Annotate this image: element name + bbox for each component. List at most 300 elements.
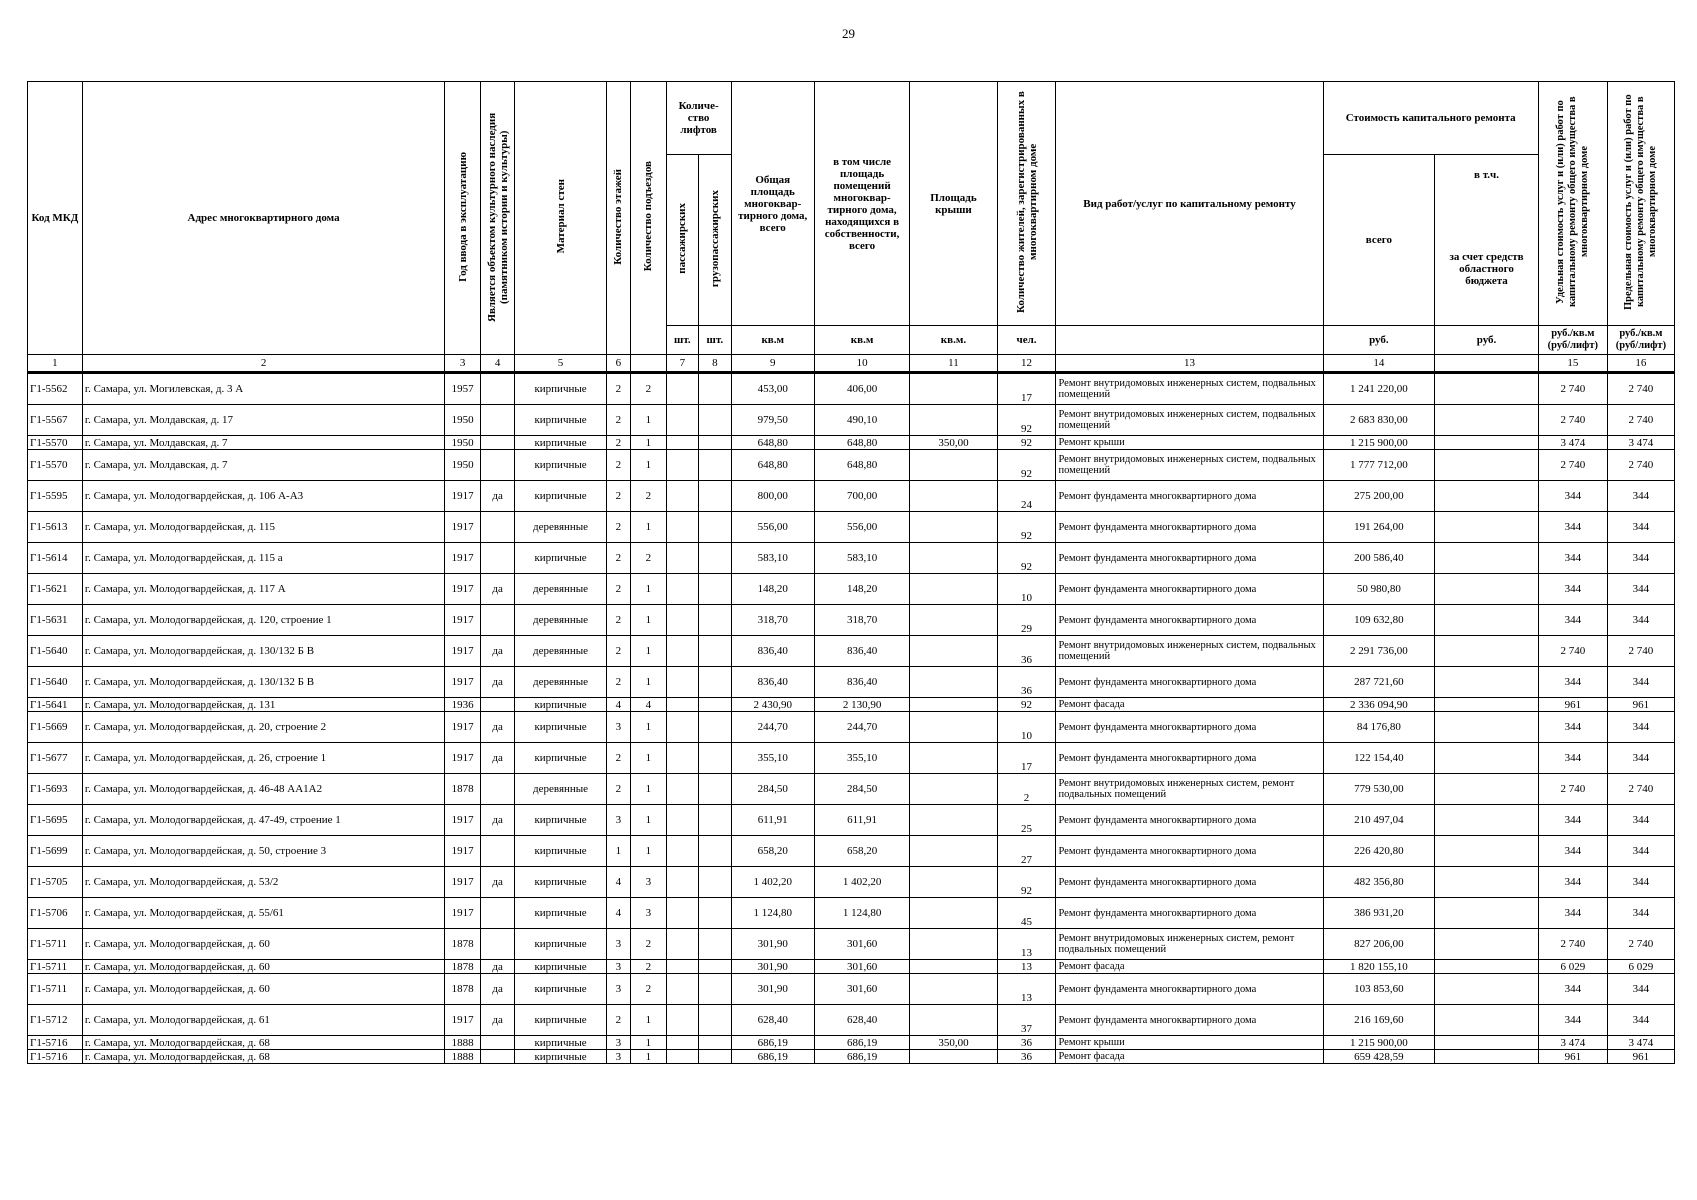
cell-address: г. Самара, ул. Молодогвардейская, д. 20, строение 2 (82, 712, 444, 743)
column-number (1435, 355, 1539, 373)
cell-wall: кирпичные (515, 698, 606, 712)
cell-cost-total: 191 264,00 (1323, 512, 1435, 543)
cell-work: Ремонт фундамента многоквартирного дома (1056, 743, 1323, 774)
cell-area-total: 1 402,20 (731, 867, 814, 898)
header-unit-cost: Удельная стоимость услуг и (или) работ по капитальному ремонту общего имущества в многоквартирном доме (1538, 82, 1607, 326)
cell-address: г. Самара, ул. Молдавская, д. 7 (82, 450, 444, 481)
cell-year: 1917 (445, 667, 481, 698)
column-number: 14 (1323, 355, 1435, 373)
cell-heritage: да (480, 743, 515, 774)
cell-address: г. Самара, ул. Молодогвардейская, д. 130/132 Б В (82, 636, 444, 667)
cell-cost-regional (1435, 405, 1539, 436)
cell-code: Г1-5570 (28, 436, 83, 450)
cell-cost-regional (1435, 974, 1539, 1005)
cell-lifts-pass (666, 1050, 698, 1064)
cell-floors: 3 (606, 1050, 630, 1064)
cell-cost-total: 1 241 220,00 (1323, 373, 1435, 405)
table-row (28, 898, 1675, 929)
unit-area-owned: кв.м (814, 326, 909, 355)
cell-lifts-pass (666, 805, 698, 836)
cell-work: Ремонт внутридомовых инженерных систем, ремонт подвальных помещений (1056, 774, 1323, 805)
header-roof: Площадь крыши (910, 82, 997, 326)
cell-cost-total: 210 497,04 (1323, 805, 1435, 836)
cell-year: 1917 (445, 605, 481, 636)
cell-cost-regional (1435, 774, 1539, 805)
cell-cost-total: 659 428,59 (1323, 1050, 1435, 1064)
cell-max-cost: 961 (1607, 1050, 1674, 1064)
cell-cost-total: 122 154,40 (1323, 743, 1435, 774)
cell-area-total: 836,40 (731, 636, 814, 667)
cell-wall: кирпичные (515, 929, 606, 960)
cell-cost-regional (1435, 1005, 1539, 1036)
cell-roof (910, 960, 997, 974)
cell-year: 1917 (445, 481, 481, 512)
cell-cost-total: 84 176,80 (1323, 712, 1435, 743)
cell-code: Г1-5562 (28, 373, 83, 405)
table-row (28, 373, 1675, 405)
cell-cost-regional (1435, 1050, 1539, 1064)
cell-residents: 24 (997, 481, 1056, 512)
cell-unit-cost: 961 (1538, 698, 1607, 712)
cell-cost-regional (1435, 667, 1539, 698)
cell-year: 1917 (445, 636, 481, 667)
table-row (28, 960, 1675, 974)
cell-area-total: 658,20 (731, 836, 814, 867)
cell-cost-total: 386 931,20 (1323, 898, 1435, 929)
cell-area-owned: 658,20 (814, 836, 909, 867)
cell-lifts-cargo (699, 1050, 731, 1064)
cell-area-total: 318,70 (731, 605, 814, 636)
cell-wall: деревянные (515, 512, 606, 543)
cell-entrances: 3 (631, 867, 667, 898)
cell-entrances: 4 (631, 698, 667, 712)
cell-roof: 350,00 (910, 436, 997, 450)
cell-lifts-pass (666, 436, 698, 450)
cell-entrances: 1 (631, 450, 667, 481)
cell-entrances: 1 (631, 574, 667, 605)
cell-residents: 45 (997, 898, 1056, 929)
cell-floors: 2 (606, 543, 630, 574)
table-row (28, 743, 1675, 774)
cell-work: Ремонт внутридомовых инженерных систем, подвальных помещений (1056, 405, 1323, 436)
cell-roof (910, 1050, 997, 1064)
cell-area-owned: 686,19 (814, 1036, 909, 1050)
cell-area-owned: 686,19 (814, 1050, 909, 1064)
cell-area-total: 355,10 (731, 743, 814, 774)
cell-work: Ремонт фундамента многоквартирного дома (1056, 481, 1323, 512)
cell-cost-total: 827 206,00 (1323, 929, 1435, 960)
cell-heritage (480, 373, 515, 405)
cell-work: Ремонт фундамента многоквартирного дома (1056, 1005, 1323, 1036)
cell-entrances: 1 (631, 405, 667, 436)
cell-unit-cost: 3 474 (1538, 436, 1607, 450)
cell-roof (910, 805, 997, 836)
cell-area-owned: 284,50 (814, 774, 909, 805)
cell-year: 1878 (445, 929, 481, 960)
cell-cost-regional (1435, 712, 1539, 743)
cell-area-owned: 583,10 (814, 543, 909, 574)
cell-work: Ремонт фундамента многоквартирного дома (1056, 574, 1323, 605)
header-lifts-pass: пассажирских (666, 155, 698, 326)
cell-lifts-cargo (699, 867, 731, 898)
cell-lifts-cargo (699, 836, 731, 867)
cell-floors: 4 (606, 698, 630, 712)
header-area-total: Общая площадь многоквар-тирного дома, всего (731, 82, 814, 326)
cell-address: г. Самара, ул. Молодогвардейская, д. 60 (82, 974, 444, 1005)
cell-roof (910, 698, 997, 712)
cell-wall: кирпичные (515, 743, 606, 774)
cell-roof (910, 605, 997, 636)
cell-wall: кирпичные (515, 805, 606, 836)
header-lifts-cargo: грузопассажирских (699, 155, 731, 326)
cell-lifts-cargo (699, 774, 731, 805)
cell-roof (910, 481, 997, 512)
cell-address: г. Самара, ул. Молодогвардейская, д. 115 (82, 512, 444, 543)
cell-code: Г1-5641 (28, 698, 83, 712)
column-number: 5 (515, 355, 606, 373)
cell-floors: 2 (606, 436, 630, 450)
cell-max-cost: 344 (1607, 974, 1674, 1005)
cell-max-cost: 344 (1607, 867, 1674, 898)
cell-wall: деревянные (515, 667, 606, 698)
cell-code: Г1-5716 (28, 1050, 83, 1064)
unit-lifts-pass: шт. (666, 326, 698, 355)
cell-lifts-cargo (699, 698, 731, 712)
cell-residents: 10 (997, 574, 1056, 605)
cell-unit-cost: 344 (1538, 974, 1607, 1005)
cell-work: Ремонт фундамента многоквартирного дома (1056, 712, 1323, 743)
column-number: 3 (445, 355, 481, 373)
table-row (28, 867, 1675, 898)
cell-residents: 92 (997, 405, 1056, 436)
table-row (28, 636, 1675, 667)
cell-wall: кирпичные (515, 1036, 606, 1050)
cell-lifts-pass (666, 1005, 698, 1036)
cell-residents: 92 (997, 543, 1056, 574)
cell-lifts-cargo (699, 543, 731, 574)
table-row (28, 836, 1675, 867)
cell-address: г. Самара, ул. Молдавская, д. 17 (82, 405, 444, 436)
cell-residents: 27 (997, 836, 1056, 867)
cell-floors: 3 (606, 712, 630, 743)
cell-lifts-pass (666, 929, 698, 960)
cell-area-total: 244,70 (731, 712, 814, 743)
unit-cost-total: руб. (1323, 326, 1435, 355)
cell-area-owned: 301,60 (814, 960, 909, 974)
cell-max-cost: 961 (1607, 698, 1674, 712)
cell-area-total: 648,80 (731, 450, 814, 481)
cell-area-total: 836,40 (731, 667, 814, 698)
cell-work: Ремонт крыши (1056, 436, 1323, 450)
cell-wall: кирпичные (515, 436, 606, 450)
cell-lifts-pass (666, 712, 698, 743)
cell-lifts-cargo (699, 605, 731, 636)
cell-lifts-pass (666, 512, 698, 543)
cell-floors: 2 (606, 667, 630, 698)
cell-floors: 2 (606, 512, 630, 543)
cell-heritage: да (480, 712, 515, 743)
cell-unit-cost: 344 (1538, 481, 1607, 512)
cell-roof (910, 373, 997, 405)
cell-lifts-pass (666, 836, 698, 867)
cell-code: Г1-5711 (28, 960, 83, 974)
cell-entrances: 1 (631, 774, 667, 805)
cell-roof (910, 543, 997, 574)
cell-residents: 36 (997, 1036, 1056, 1050)
cell-cost-total: 216 169,60 (1323, 1005, 1435, 1036)
cell-year: 1950 (445, 405, 481, 436)
cell-roof (910, 867, 997, 898)
cell-work: Ремонт внутридомовых инженерных систем, ремонт подвальных помещений (1056, 929, 1323, 960)
cell-work: Ремонт фасада (1056, 1050, 1323, 1064)
cell-code: Г1-5669 (28, 712, 83, 743)
cell-year: 1950 (445, 450, 481, 481)
cell-entrances: 1 (631, 667, 667, 698)
cell-code: Г1-5613 (28, 512, 83, 543)
cell-heritage (480, 512, 515, 543)
cell-max-cost: 2 740 (1607, 636, 1674, 667)
cell-unit-cost: 344 (1538, 574, 1607, 605)
cell-lifts-pass (666, 667, 698, 698)
cell-area-owned: 301,60 (814, 929, 909, 960)
cell-floors: 3 (606, 974, 630, 1005)
cell-area-total: 611,91 (731, 805, 814, 836)
cell-heritage (480, 1050, 515, 1064)
cell-lifts-pass (666, 450, 698, 481)
cell-area-owned: 556,00 (814, 512, 909, 543)
table-row (28, 1005, 1675, 1036)
cell-address: г. Самара, ул. Молодогвардейская, д. 46-48 АА1А2 (82, 774, 444, 805)
cell-area-owned: 700,00 (814, 481, 909, 512)
cell-floors: 2 (606, 636, 630, 667)
cell-address: г. Самара, ул. Молдавская, д. 7 (82, 436, 444, 450)
column-number: 13 (1056, 355, 1323, 373)
cell-heritage (480, 898, 515, 929)
cell-floors: 2 (606, 605, 630, 636)
cell-heritage: да (480, 867, 515, 898)
cell-cost-total: 1 215 900,00 (1323, 1036, 1435, 1050)
cell-entrances: 1 (631, 1050, 667, 1064)
cell-cost-regional (1435, 743, 1539, 774)
cell-wall: деревянные (515, 774, 606, 805)
cell-year: 1888 (445, 1050, 481, 1064)
unit-cost-regional: руб. (1435, 326, 1539, 355)
header-entrances: Количество подъездов (631, 82, 667, 355)
cell-unit-cost: 344 (1538, 805, 1607, 836)
cell-lifts-cargo (699, 373, 731, 405)
cell-address: г. Самара, ул. Молодогвардейская, д. 117 А (82, 574, 444, 605)
cell-roof (910, 929, 997, 960)
cell-heritage: да (480, 481, 515, 512)
cell-entrances: 2 (631, 929, 667, 960)
cell-year: 1950 (445, 436, 481, 450)
cell-lifts-cargo (699, 960, 731, 974)
cell-max-cost: 344 (1607, 898, 1674, 929)
cell-lifts-pass (666, 698, 698, 712)
cell-wall: кирпичные (515, 450, 606, 481)
cell-roof (910, 743, 997, 774)
cell-address: г. Самара, ул. Молодогвардейская, д. 68 (82, 1036, 444, 1050)
cell-max-cost: 344 (1607, 481, 1674, 512)
cell-year: 1917 (445, 867, 481, 898)
cell-residents: 17 (997, 373, 1056, 405)
cell-max-cost: 344 (1607, 667, 1674, 698)
header-incl: в т.ч. (1474, 169, 1499, 181)
cell-work: Ремонт фасада (1056, 698, 1323, 712)
cell-residents: 13 (997, 974, 1056, 1005)
cell-code: Г1-5677 (28, 743, 83, 774)
unit-residents: чел. (997, 326, 1056, 355)
cell-code: Г1-5640 (28, 636, 83, 667)
cell-cost-regional (1435, 636, 1539, 667)
cell-residents: 29 (997, 605, 1056, 636)
cell-area-total: 284,50 (731, 774, 814, 805)
cell-lifts-pass (666, 405, 698, 436)
cell-work: Ремонт фундамента многоквартирного дома (1056, 512, 1323, 543)
cell-wall: деревянные (515, 636, 606, 667)
cell-wall: кирпичные (515, 543, 606, 574)
cell-lifts-cargo (699, 667, 731, 698)
cell-address: г. Самара, ул. Молодогвардейская, д. 115 а (82, 543, 444, 574)
cell-area-total: 800,00 (731, 481, 814, 512)
cell-entrances: 2 (631, 543, 667, 574)
cell-floors: 3 (606, 805, 630, 836)
cell-entrances: 1 (631, 712, 667, 743)
cell-entrances: 3 (631, 898, 667, 929)
cell-entrances: 1 (631, 605, 667, 636)
cell-address: г. Самара, ул. Молодогвардейская, д. 120, строение 1 (82, 605, 444, 636)
cell-year: 1917 (445, 712, 481, 743)
cell-work: Ремонт фундамента многоквартирного дома (1056, 805, 1323, 836)
cell-address: г. Самара, ул. Молодогвардейская, д. 50, строение 3 (82, 836, 444, 867)
cell-year: 1917 (445, 512, 481, 543)
cell-area-owned: 1 124,80 (814, 898, 909, 929)
cell-code: Г1-5570 (28, 450, 83, 481)
cell-area-owned: 2 130,90 (814, 698, 909, 712)
table-row (28, 805, 1675, 836)
cell-residents: 17 (997, 743, 1056, 774)
unit-roof: кв.м. (910, 326, 997, 355)
cell-code: Г1-5711 (28, 929, 83, 960)
cell-entrances: 1 (631, 436, 667, 450)
cell-lifts-pass (666, 867, 698, 898)
cell-year: 1878 (445, 974, 481, 1005)
cell-code: Г1-5621 (28, 574, 83, 605)
cell-entrances: 1 (631, 836, 667, 867)
cell-year: 1917 (445, 805, 481, 836)
cell-residents: 92 (997, 436, 1056, 450)
cell-cost-total: 109 632,80 (1323, 605, 1435, 636)
cell-lifts-cargo (699, 481, 731, 512)
cell-work: Ремонт фундамента многоквартирного дома (1056, 836, 1323, 867)
cell-area-owned: 611,91 (814, 805, 909, 836)
cell-work: Ремонт фундамента многоквартирного дома (1056, 543, 1323, 574)
unit-area-total: кв.м (731, 326, 814, 355)
header-floors: Количество этажей (606, 82, 630, 355)
cell-area-owned: 836,40 (814, 636, 909, 667)
cell-floors: 2 (606, 574, 630, 605)
cell-area-owned: 648,80 (814, 436, 909, 450)
cell-cost-regional (1435, 929, 1539, 960)
cell-address: г. Самара, ул. Молодогвардейская, д. 60 (82, 929, 444, 960)
cell-heritage: да (480, 574, 515, 605)
cell-residents: 2 (997, 774, 1056, 805)
table-row (28, 712, 1675, 743)
cell-heritage: да (480, 667, 515, 698)
header-residents: Количество жителей, зарегистрированных в многоквартирном доме (997, 82, 1056, 326)
cell-area-owned: 355,10 (814, 743, 909, 774)
column-number: 8 (699, 355, 731, 373)
cell-cost-regional (1435, 512, 1539, 543)
cell-cost-regional (1435, 605, 1539, 636)
column-numbers-row (28, 355, 1675, 373)
cell-heritage: да (480, 974, 515, 1005)
cell-work: Ремонт внутридомовых инженерных систем, подвальных помещений (1056, 636, 1323, 667)
cell-wall: деревянные (515, 574, 606, 605)
column-number: 12 (997, 355, 1056, 373)
cell-unit-cost: 2 740 (1538, 929, 1607, 960)
cell-heritage (480, 405, 515, 436)
cell-area-owned: 836,40 (814, 667, 909, 698)
cell-cost-regional (1435, 373, 1539, 405)
cell-year: 1888 (445, 1036, 481, 1050)
cell-address: г. Самара, ул. Молодогвардейская, д. 26, строение 1 (82, 743, 444, 774)
cell-entrances: 1 (631, 636, 667, 667)
table-row (28, 1050, 1675, 1064)
table-row (28, 450, 1675, 481)
cell-floors: 2 (606, 743, 630, 774)
header-cost-total: всего (1323, 155, 1435, 326)
cell-lifts-cargo (699, 898, 731, 929)
cell-max-cost: 2 740 (1607, 405, 1674, 436)
cell-work: Ремонт фундамента многоквартирного дома (1056, 974, 1323, 1005)
cell-area-total: 628,40 (731, 1005, 814, 1036)
cell-floors: 2 (606, 481, 630, 512)
table-row (28, 698, 1675, 712)
cell-area-total: 556,00 (731, 512, 814, 543)
cell-cost-total: 2 336 094,90 (1323, 698, 1435, 712)
cell-work: Ремонт крыши (1056, 1036, 1323, 1050)
cell-year: 1878 (445, 960, 481, 974)
cell-year: 1917 (445, 574, 481, 605)
cell-wall: кирпичные (515, 481, 606, 512)
cell-code: Г1-5716 (28, 1036, 83, 1050)
cell-cost-regional (1435, 898, 1539, 929)
cell-code: Г1-5711 (28, 974, 83, 1005)
cell-lifts-pass (666, 574, 698, 605)
header-address: Адрес многоквартирного дома (82, 82, 444, 355)
cell-cost-total: 103 853,60 (1323, 974, 1435, 1005)
cell-code: Г1-5614 (28, 543, 83, 574)
cell-heritage (480, 450, 515, 481)
cell-unit-cost: 344 (1538, 1005, 1607, 1036)
cell-residents: 13 (997, 929, 1056, 960)
cell-lifts-cargo (699, 636, 731, 667)
cell-address: г. Самара, ул. Молодогвардейская, д. 47-49, строение 1 (82, 805, 444, 836)
cell-entrances: 2 (631, 373, 667, 405)
unit-unit-cost: руб./кв.м (руб/лифт) (1538, 326, 1607, 355)
cell-residents: 36 (997, 667, 1056, 698)
cell-roof (910, 667, 997, 698)
cell-address: г. Самара, ул. Молодогвардейская, д. 131 (82, 698, 444, 712)
cell-floors: 1 (606, 836, 630, 867)
cell-heritage (480, 929, 515, 960)
cell-max-cost: 344 (1607, 743, 1674, 774)
cell-max-cost: 344 (1607, 712, 1674, 743)
cell-area-total: 301,90 (731, 929, 814, 960)
cell-floors: 2 (606, 774, 630, 805)
cell-roof (910, 712, 997, 743)
